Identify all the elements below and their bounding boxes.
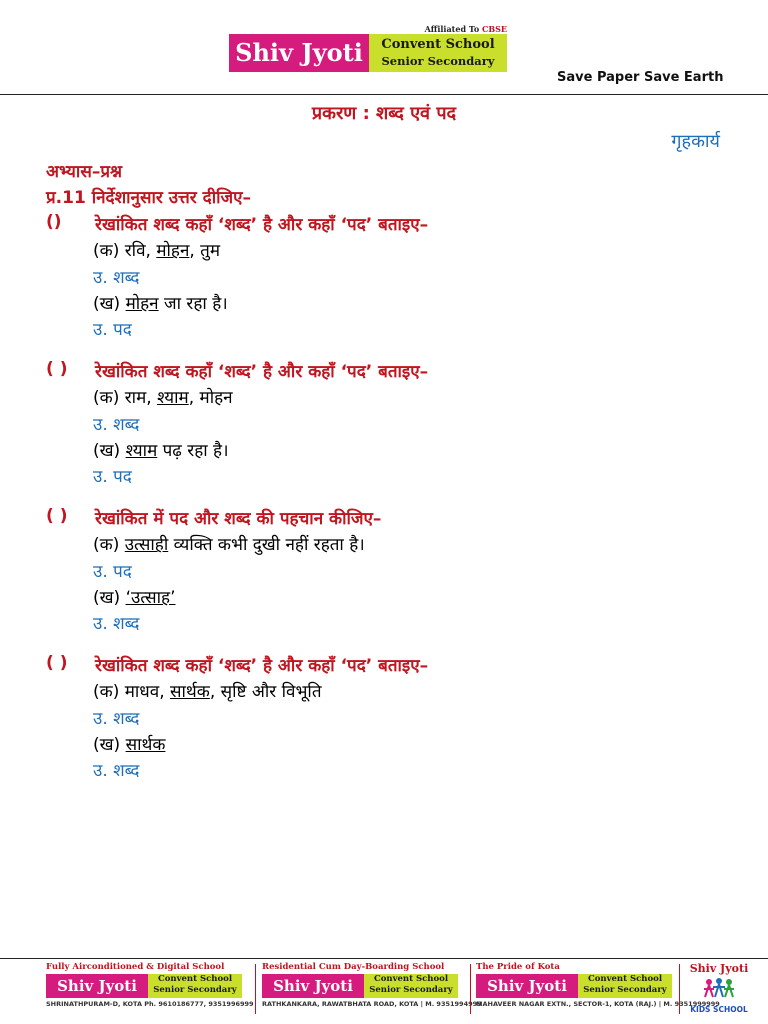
- footer-separator: [679, 964, 680, 1014]
- branch-logo: [46, 974, 242, 998]
- branch-school-type: Convent School Senior Secondary: [364, 974, 458, 998]
- branch-address: RATHKANKARA, RAWATBHATA ROAD, KOTA | M. 9351994999: [262, 1000, 482, 1008]
- answer-a: उ. शब्द: [93, 414, 140, 435]
- footer-branch: [262, 962, 482, 1018]
- question-prompt: रेखांकित शब्द कहाँ ‘शब्द’ है और कहाँ ‘पद’ बताइए–: [95, 362, 429, 382]
- header-divider: [0, 94, 768, 95]
- underlined-word: श्याम: [157, 388, 189, 409]
- option-b: (ख) सार्थक: [93, 734, 166, 755]
- school-type-line-2: Senior Secondary: [381, 54, 495, 68]
- branch-address: MAHAVEER NAGAR EXTN., SECTOR-1, KOTA (RAJ.) | M. 9351999999: [476, 1000, 720, 1008]
- school-logo: [229, 24, 509, 74]
- option-a: (क) माधव, सार्थक, सृष्टि और विभूति: [93, 682, 322, 703]
- question-bracket: ( ): [46, 506, 68, 526]
- option-b: (ख) श्याम पढ़ रहा है।: [93, 440, 229, 461]
- tagline: Save Paper Save Earth: [557, 70, 724, 85]
- question-prompt: रेखांकित शब्द कहाँ ‘शब्द’ है और कहाँ ‘पद’ बताइए–: [95, 215, 429, 235]
- question-heading: प्र.11 निर्देशानुसार उत्तर दीजिए–: [46, 188, 252, 208]
- option-a: (क) राम, श्याम, मोहन: [93, 388, 233, 409]
- question-prompt: रेखांकित में पद और शब्द की पहचान कीजिए–: [95, 509, 382, 529]
- underlined-word: मोहन: [156, 241, 190, 262]
- footer-separator: [255, 964, 256, 1014]
- branch-school-name: Shiv Jyoti: [46, 974, 148, 998]
- school-type-badge: [369, 34, 507, 72]
- answer-b: उ. शब्द: [93, 761, 140, 782]
- kids-figures-icon: [701, 977, 737, 1001]
- underlined-word: सार्थक: [170, 682, 210, 703]
- answer-a: उ. शब्द: [93, 267, 140, 288]
- affiliation-text: Affiliated To CBSE: [424, 24, 507, 34]
- footer-divider: [0, 958, 768, 959]
- branch-title: The Pride of Kota: [476, 962, 560, 972]
- footer-separator: [470, 964, 471, 1014]
- branch-school-type: Convent School Senior Secondary: [578, 974, 672, 998]
- option-a: (क) उत्साही व्यक्ति कभी दुखी नहीं रहता है।: [93, 535, 365, 556]
- underlined-word: श्याम: [125, 440, 158, 461]
- option-b: (ख) मोहन जा रहा है।: [93, 293, 228, 314]
- answer-a: उ. शब्द: [93, 708, 140, 729]
- option-b: (ख) ‘उत्साह’: [93, 587, 176, 608]
- branch-title: Fully Airconditioned & Digital School: [46, 962, 225, 972]
- question-bracket: ( ): [46, 653, 68, 673]
- kids-school-name: Shiv Jyoti: [689, 962, 749, 975]
- answer-b: उ. पद: [93, 467, 132, 488]
- school-name: Shiv Jyoti: [229, 34, 369, 72]
- branch-title: Residential Cum Day-Boarding School: [262, 962, 445, 972]
- branch-school-name: Shiv Jyoti: [262, 974, 364, 998]
- underlined-word: ‘उत्साह’: [125, 587, 176, 608]
- branch-school-type: Convent School Senior Secondary: [148, 974, 242, 998]
- option-a: (क) रवि, मोहन, तुम: [93, 241, 221, 262]
- branch-logo: [476, 974, 672, 998]
- footer-branch: [46, 962, 254, 1018]
- branch-school-name: Shiv Jyoti: [476, 974, 578, 998]
- kids-school-label: KIDS SCHOOL: [690, 1005, 748, 1014]
- underlined-word: मोहन: [125, 293, 159, 314]
- branch-logo: [262, 974, 458, 998]
- answer-b: उ. शब्द: [93, 614, 140, 635]
- answer-a: उ. पद: [93, 561, 132, 582]
- answer-b: उ. पद: [93, 320, 132, 341]
- underlined-word: उत्साही: [124, 535, 169, 556]
- topic-title: प्रकरण : शब्द एवं पद: [311, 103, 457, 124]
- homework-label: गृहकार्य: [671, 131, 720, 152]
- question-prompt: रेखांकित शब्द कहाँ ‘शब्द’ है और कहाँ ‘पद’ बताइए–: [95, 656, 429, 676]
- question-bracket: (): [46, 212, 62, 232]
- kids-school-logo: [684, 962, 754, 1018]
- exercise-heading: अभ्यास–प्रश्न: [46, 162, 123, 182]
- branch-address: SHRINATHPURAM-D, KOTA Ph. 9610186777, 9351996999: [46, 1000, 254, 1008]
- school-type-line-1: Convent School: [381, 37, 495, 52]
- question-bracket: ( ): [46, 359, 68, 379]
- underlined-word: सार्थक: [125, 734, 166, 755]
